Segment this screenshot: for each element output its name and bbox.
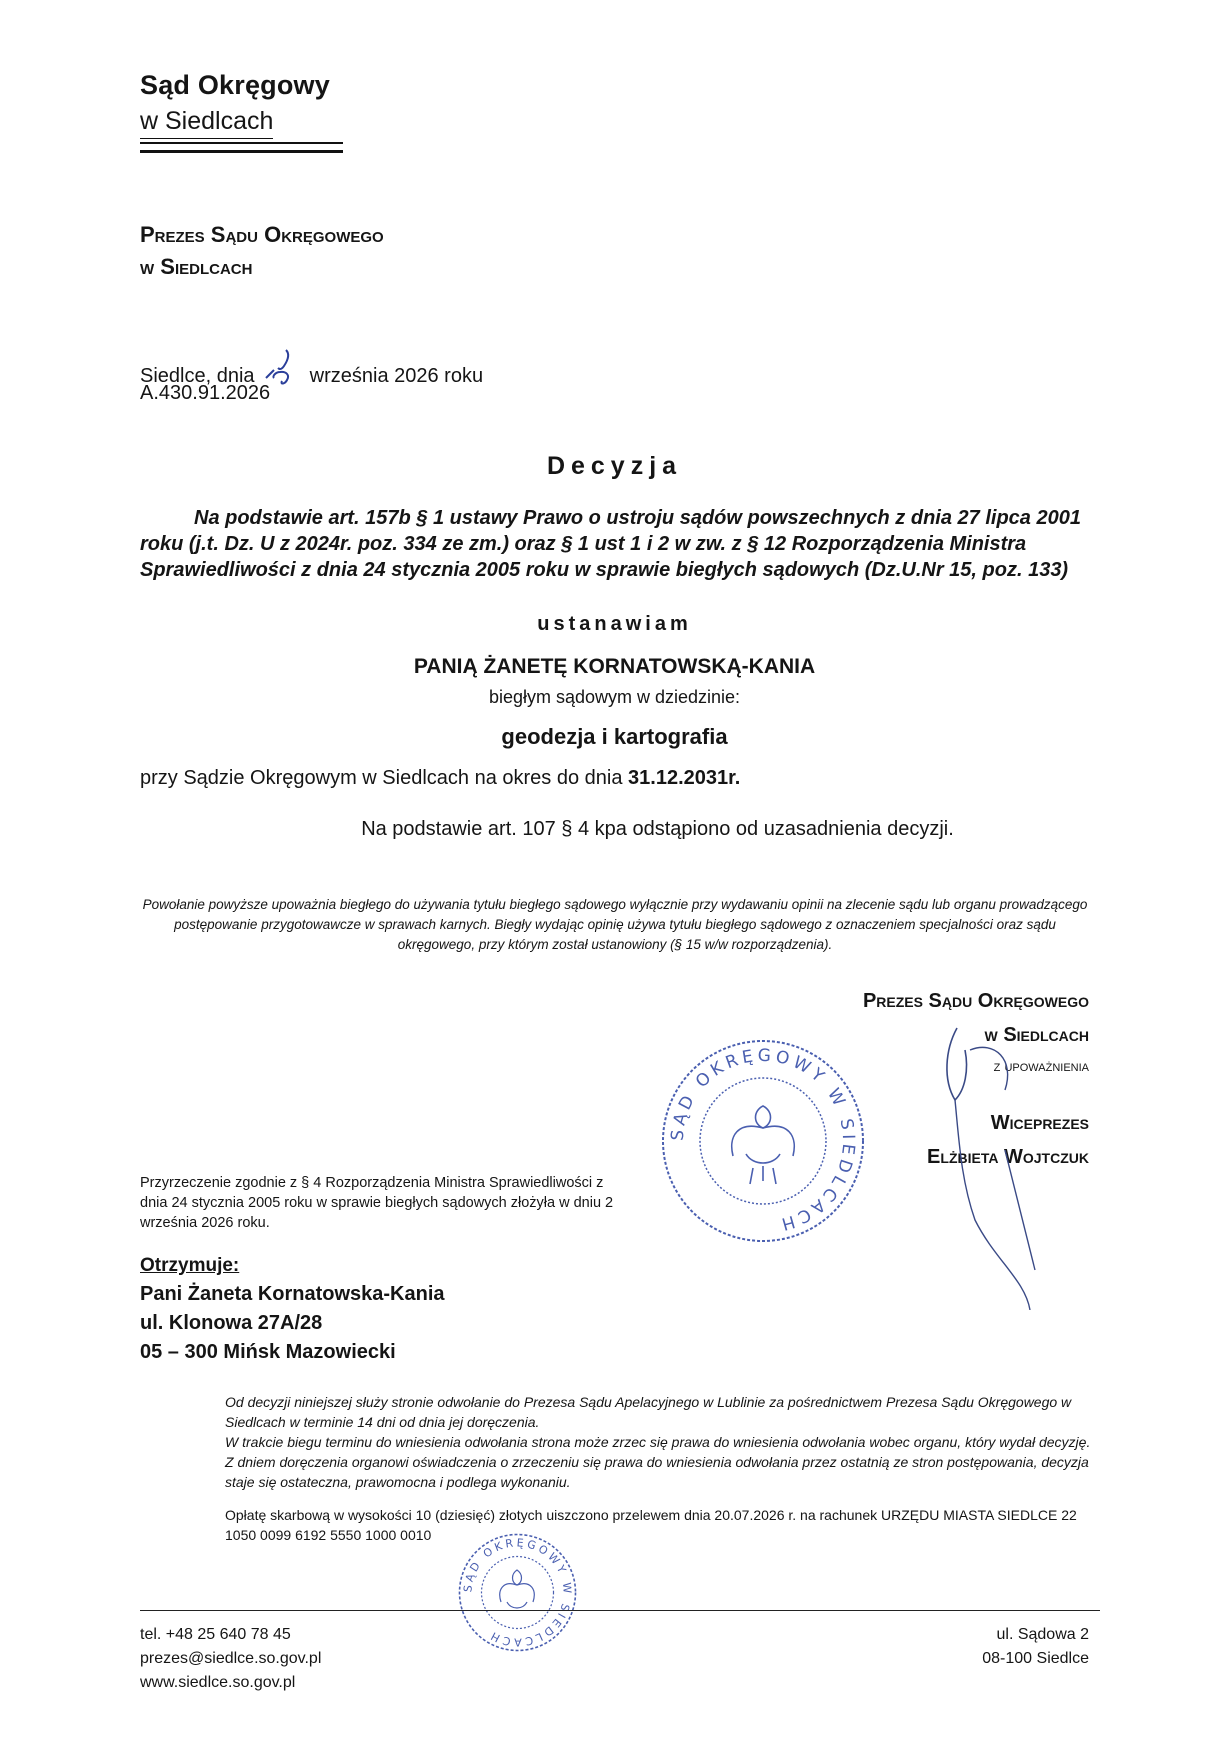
issuer-city: w Siedlcach (140, 254, 253, 279)
footer-phone: tel. +48 25 640 78 45 (140, 1626, 291, 1643)
issuer-title: Prezes Sądu Okręgowego (140, 222, 384, 247)
court-seal-stamp (658, 1036, 868, 1246)
footer-website[interactable]: www.siedlce.so.gov.pl (140, 1674, 296, 1691)
fee-note: Opłatę skarbową w wysokości 10 (dziesięć) złotych uiszczono przelewem dnia 20.07.2026 r. na rachunek URZĘDU MIASTA SIEDLCE 22 1050 0099 6192 5550 1000 0010 (225, 1507, 1077, 1543)
recipient-street: ul. Klonowa 27A/28 (140, 1312, 323, 1334)
footer-email[interactable]: prezes@siedlce.so.gov.pl (140, 1650, 322, 1667)
appeal-paragraph-2: W trakcie biegu terminu do wniesienia odwołania strona może zrzec się prawa do wniesienia odwołania wobec organu, który wydał decyzję. Z dniem doręczenia organowi oświadczenia o zrzeczeniu się prawa do wniesienia odwołania przez ostatnią ze stron postępowania, decyzja staje się ostateczna, prawomocna i podlega wykonaniu. (225, 1434, 1091, 1490)
appeal-instructions (225, 1392, 1095, 1492)
recipient-label: Otrzymuje: (140, 1255, 240, 1276)
footer-city: 08-100 Siedlce (982, 1650, 1089, 1667)
small-eagle-emblem-icon (500, 1570, 534, 1608)
footer-address (982, 1623, 1089, 1671)
usage-notice: Powołanie powyższe upoważnia biegłego do używania tytułu biegłego sądowego wyłącznie przy wydawaniu opinii na zlecenie sądu lub organu prowadzącego postępowanie przygotowawcze w sprawach karnych. Biegły wydając opinię używa tytułu biegłego sądowego z oznaczeniem specjalności oraz sądu okręgowego, przy którym został ustanowiony (§ 15 w/w rozporządzenia). (142, 897, 1088, 952)
court-name: Sąd Okręgowy (140, 70, 330, 100)
signature-line-5: Elżbieta Wojtczuk (927, 1146, 1089, 1168)
header-divider (140, 142, 343, 153)
appointment-period (140, 767, 740, 790)
appeal-paragraph-1: Od decyzji niniejszej służy stronie odwołanie do Prezesa Sądu Apelacyjnego w Lublinie za pośrednictwem Prezesa Sądu Okręgowego w Siedlcach w terminie 14 dni od dnia jej doręczenia. (225, 1394, 1072, 1430)
signature-line-2: w Siedlcach (984, 1024, 1089, 1046)
recipient-name: Pani Żaneta Kornatowska-Kania (140, 1283, 445, 1305)
signature-line-4: Wiceprezes (990, 1112, 1089, 1134)
period-prefix: przy Sądzie Okręgowym w Siedlcach na okres do dnia (140, 767, 629, 789)
footer-contact (140, 1623, 321, 1695)
no-justification: Na podstawie art. 107 § 4 kpa odstąpiono od uzasadnienia decyzji. (361, 818, 954, 840)
court-small-stamp (455, 1530, 580, 1655)
footer-street: ul. Sądowa 2 (996, 1626, 1089, 1643)
seal-text: SĄD OKRĘGOWY W SIEDLCACH (667, 1045, 859, 1235)
court-city: w Siedlcach (140, 107, 273, 139)
appointee-role: biegłym sądowym w dziedzinie: (488, 687, 741, 707)
legal-basis: Na podstawie art. 157b § 1 ustawy Prawo o ustroju sądów powszechnych z dnia 27 lipca 2001 roku (j.t. Dz. U z 2024r. poz. 334 ze zm.) oraz § 1 ust 1 i 2 w zw. z § 12 Rozporządzenia Ministra Sprawiedliwości z dnia 24 stycznia 2005 roku w sprawie biegłych sądowych (Dz.U.Nr 15, poz. 133) (140, 507, 1081, 581)
signature-line-3: z upoważnienia (993, 1058, 1089, 1075)
appointee-name: PANIĄ ŻANETĘ KORNATOWSKĄ-KANIA (413, 655, 816, 678)
establish-word: ustanawiam (537, 613, 692, 635)
expert-field: geodezja i kartografia (501, 724, 728, 749)
handwritten-signature (935, 1010, 1055, 1310)
footer-divider (140, 1610, 1100, 1611)
period-date: 31.12.2031r. (628, 767, 741, 789)
small-seal-text: SĄD OKRĘGOWY W SIEDLCACH (461, 1536, 574, 1649)
case-number: A.430.91.2026 (140, 382, 271, 404)
oath-statement: Przyrzeczenie zgodnie z § 4 Rozporządzenia Ministra Sprawiedliwości z dnia 24 stycznia 2005 roku w sprawie biegłych sądowych złożyła w dniu 2 września 2026 roku. (140, 1175, 614, 1231)
signature-line-1: Prezes Sądu Okręgowego (862, 990, 1089, 1012)
recipient-city: 05 – 300 Mińsk Mazowiecki (140, 1341, 396, 1363)
eagle-emblem-icon (732, 1106, 795, 1184)
date-rest: września 2026 roku (309, 365, 484, 387)
decision-title: Decyzja (546, 452, 683, 480)
place-prefix: Siedlce, dnia (140, 365, 255, 387)
